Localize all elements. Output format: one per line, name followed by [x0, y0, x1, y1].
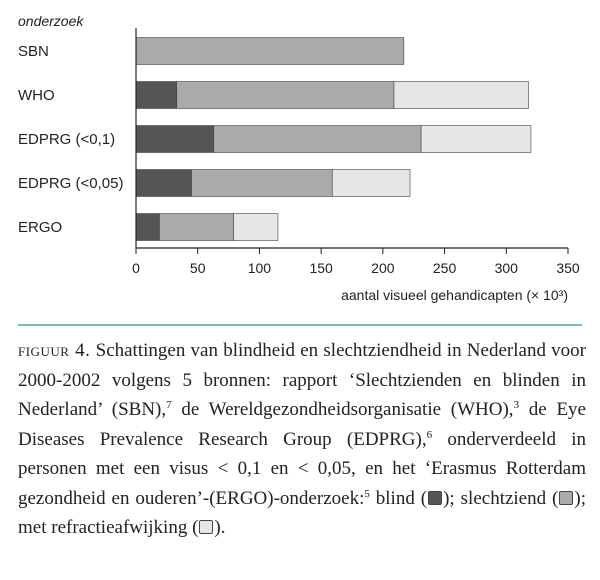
ref-sup-3: 6 [426, 428, 433, 441]
x-axis-ticks [132, 248, 580, 276]
ref-sup-1: 7 [166, 399, 172, 411]
x-tick-label: 250 [432, 260, 457, 276]
caption-text-6: ); slechtziend ( [443, 487, 559, 509]
caption-text-5: blind ( [369, 487, 428, 509]
x-tick-label: 150 [309, 260, 333, 276]
bar-slechtziend [177, 82, 394, 109]
bar-slechtziend [214, 126, 421, 153]
y-axis-heading: onderzoek [18, 13, 84, 29]
bar-slechtziend [159, 214, 233, 241]
caption-text-3: de Eye Diseases Prevalence Research Group (EDPRG), [18, 399, 586, 450]
category-label: SBN [18, 43, 49, 60]
ref-sup-4: 5 [364, 487, 370, 500]
x-tick-label: 0 [132, 260, 140, 276]
slechtziend-swatch-icon [559, 491, 573, 505]
caption-text-7: ); met refractieafwijking ( [18, 487, 586, 538]
category-label: WHO [18, 87, 55, 104]
figure-caption [18, 336, 586, 543]
x-tick-label: 350 [556, 260, 580, 276]
x-axis-title: aantal visueel gehandicapten (× 10³) [341, 287, 568, 303]
bar-blind [136, 126, 214, 153]
refractie-swatch-icon [199, 520, 213, 534]
ref-sup-2: 3 [513, 399, 520, 411]
caption-text-4: onderverdeeld in personen met een visus < 0,1 en < 0,05, en het ‘Erasmus Rotterdam gezondheid en ouderen’-(ERGO)-onderzoek: [18, 428, 586, 509]
bar-blind [136, 214, 159, 241]
bar-slechtziend [192, 170, 333, 197]
caption-divider [18, 324, 582, 326]
caption-text-8: ). [214, 517, 226, 538]
category-label: EDPRG (<0,1) [18, 131, 116, 148]
x-tick-label: 100 [247, 260, 272, 276]
category-labels [18, 43, 123, 236]
category-label: ERGO [18, 219, 63, 236]
blind-swatch-icon [428, 491, 442, 505]
category-label: EDPRG (<0,05) [18, 175, 124, 192]
bar-refractie [332, 170, 410, 197]
bar-blind [136, 170, 192, 197]
x-tick-label: 200 [371, 260, 395, 276]
bar-refractie [421, 126, 531, 153]
caption-text-1: Schattingen van blindheid en slechtziendheid in Nederland voor 2000-2002 volgens 5 bronnen: rapport ‘Slechtzienden en blinden in Nederland’ (SBN), [18, 340, 586, 420]
x-tick-label: 300 [494, 260, 518, 276]
figure-label: figuur 4. [18, 340, 91, 361]
bars [136, 38, 531, 241]
caption-text-2: de Wereldgezondheidsorganisatie (WHO), [171, 399, 514, 420]
bar-blind [136, 82, 177, 109]
bar-refractie [234, 214, 278, 241]
bar-slechtziend [136, 38, 404, 65]
bar-refractie [394, 82, 529, 109]
x-tick-label: 50 [189, 260, 206, 276]
